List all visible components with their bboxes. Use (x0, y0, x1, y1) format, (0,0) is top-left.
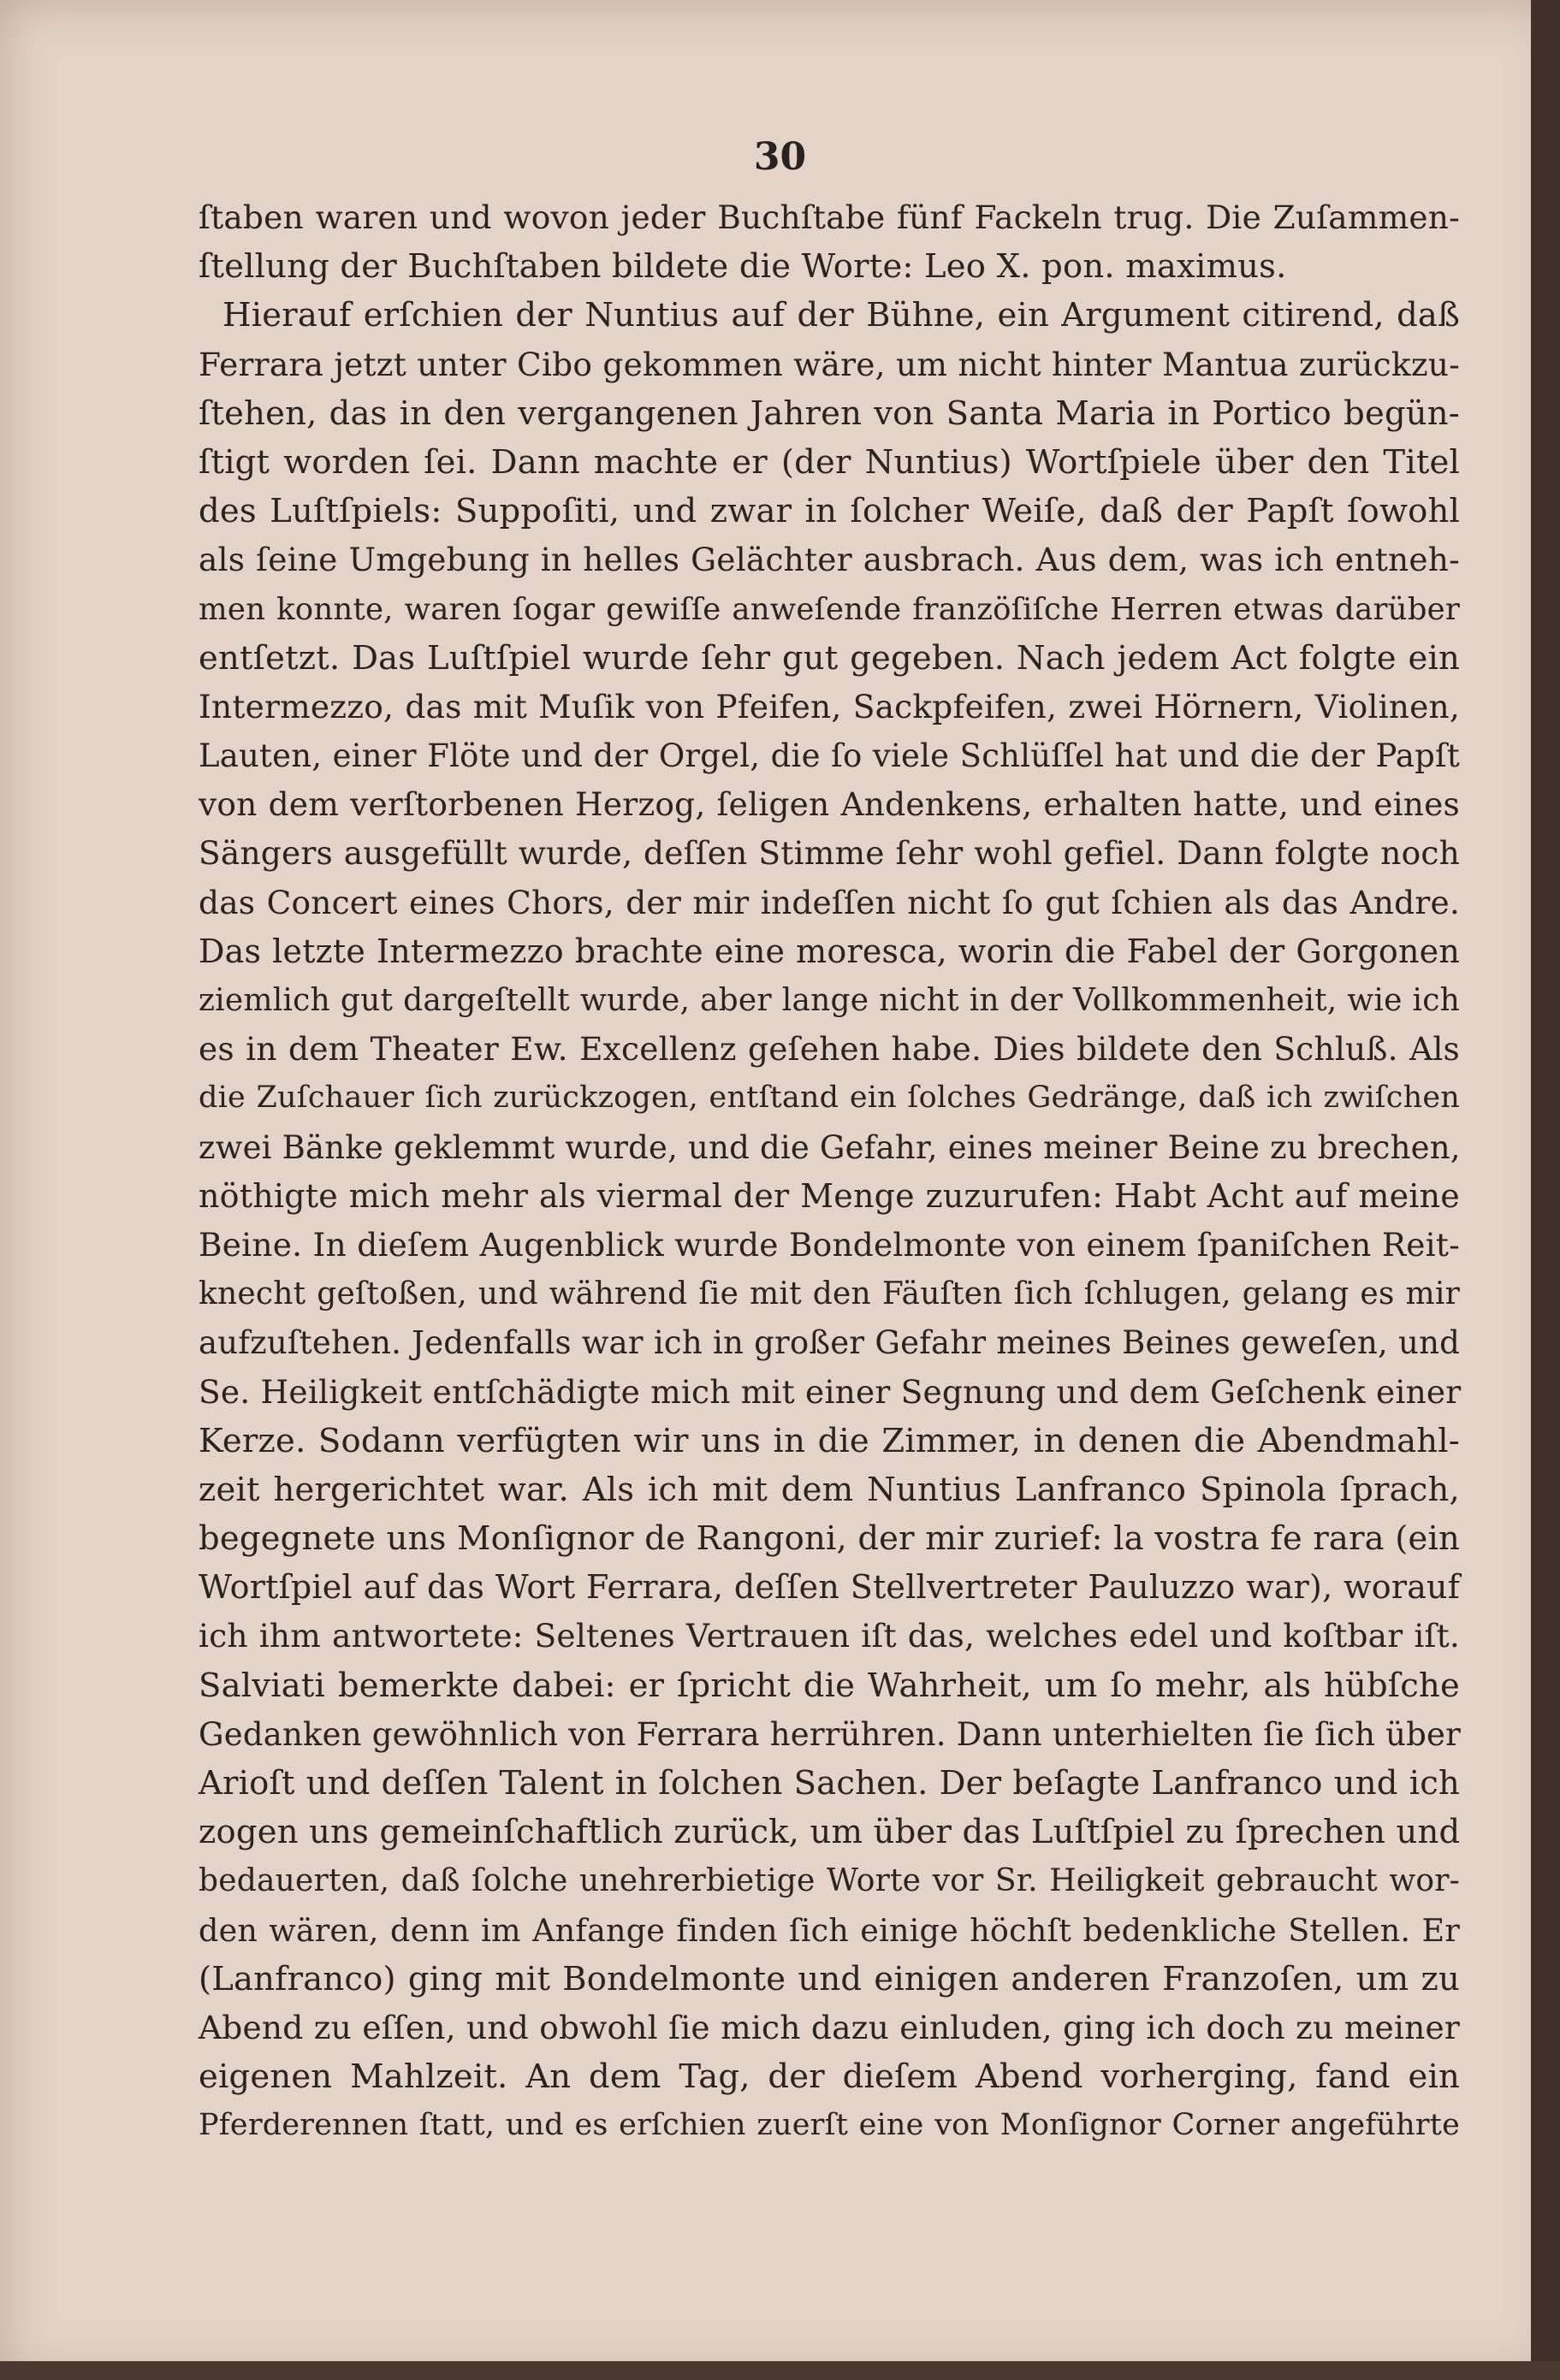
text-line: Beine. In dieſem Augenblick wurde Bondelmonte von einem ſpaniſchen Reit- (199, 1225, 1460, 1264)
text-line: begegnete uns Monſignor de Rangoni, der mir zurief: la vostra fe rara (ein (199, 1519, 1460, 1559)
text-line: Hierauf erſchien der Nuntius auf der Bühne, ein Argument citirend, daß (222, 296, 1460, 335)
text-line: Wortſpiel auf das Wort Ferrara, deſſen Stellvertreter Pauluzzo war), worauf (199, 1568, 1460, 1607)
text-line: entſetzt. Das Luſtſpiel wurde ſehr gut gegeben. Nach jedem Act folgte ein (199, 638, 1460, 678)
text-line: es in dem Theater Ew. Excellenz geſehen habe. Dies bildete den Schluß. Als (199, 1030, 1460, 1069)
text-line: Ferrara jetzt unter Cibo gekommen wäre, um nicht hinter Mantua zurückzu- (199, 345, 1460, 383)
body-text (199, 193, 1460, 2151)
text-line: nöthigte mich mehr als viermal der Menge zuzurufen: Habt Acht auf meine (199, 1176, 1460, 1215)
page-edge-bottom (0, 2361, 1560, 2380)
text-line: ich ihm antwortete: Seltenes Vertrauen iſt das, welches edel und koſtbar iſt. (199, 1617, 1460, 1655)
text-line: ſtellung der Buchſtaben bildete die Worte: Leo X. pon. maximus. (199, 247, 1287, 287)
text-line: von dem verſtorbenen Herzog, ſeligen Andenkens, erhalten hatte, und eines (199, 785, 1460, 824)
text-line: zeit hergerichtet war. Als ich mit dem Nuntius Lanfranco Spinola ſprach, (199, 1470, 1460, 1509)
text-line: aufzuſtehen. Jedenfalls war ich in großer Gefahr meines Beines geweſen, und (199, 1324, 1460, 1362)
text-line: Kerze. Sodann verfügten wir uns in die Zimmer, in denen die Abendmahl- (199, 1421, 1460, 1460)
text-line: zwei Bänke geklemmt wurde, und die Gefahr, eines meiner Beine zu brechen, (199, 1128, 1461, 1166)
text-line: Gedanken gewöhnlich von Ferrara herrühren. Dann unterhielten ſie ſich über (199, 1715, 1461, 1753)
text-line: Salviati bemerkte dabei: er ſpricht die Wahrheit, um ſo mehr, als hübſche (199, 1666, 1460, 1705)
text-line: den wären, denn im Anfange finden ſich einige höchſt bedenkliche Stellen. Er (199, 1911, 1460, 1949)
text-line: Arioſt und deſſen Talent in ſolchen Sachen. Der beſagte Lanfranco und ich (199, 1764, 1460, 1803)
text-line: Intermezzo, das mit Muſik von Pfeifen, Sackpfeifen, zwei Hörnern, Violinen, (199, 687, 1460, 725)
text-line: ſtaben waren und wovon jeder Buchſtabe fünf Fackeln trug. Die Zuſammen- (199, 198, 1460, 236)
text-line: Pferderennen ſtatt, und es erſchien zuerſt eine von Monſignor Corner angeführte (199, 2108, 1460, 2143)
text-line: knecht geſtoßen, und während ſie mit den Fäuſten ſich ſchlugen, gelang es mir (199, 1276, 1460, 1312)
page-edge-right (1531, 0, 1560, 2380)
text-line: ſtehen, das in den vergangenen Jahren von Santa Maria in Portico begün- (199, 394, 1460, 433)
text-line: des Luſtſpiels: Suppoſiti, und zwar in ſolcher Weiſe, daß der Papſt ſowohl (199, 492, 1460, 531)
text-line: men konnte, waren ſogar gewiſſe anweſende franzöſiſche Herren etwas darüber (199, 591, 1460, 627)
text-line: Das letzte Intermezzo brachte eine moresca, worin die Fabel der Gorgonen (199, 932, 1460, 970)
text-line: Lauten, einer Flöte und der Orgel, die ſo viele Schlüſſel hat und die der Papſt (199, 737, 1460, 775)
text-line: Sängers ausgefüllt wurde, deſſen Stimme ſehr wohl gefiel. Dann folgte noch (199, 834, 1460, 873)
text-line: die Zuſchauer ſich zurückzogen, entſtand ein ſolches Gedränge, daß ich zwiſchen (199, 1080, 1460, 1116)
text-line: ziemlich gut dargeſtellt wurde, aber lange nicht in der Vollkommenheit, wie ich (199, 983, 1460, 1018)
page-number: 30 (753, 135, 807, 179)
text-line: Se. Heiligkeit entſchädigte mich mit einer Segnung und dem Geſchenk einer (199, 1372, 1462, 1411)
text-line: (Lanfranco) ging mit Bondelmonte und einigen anderen Franzoſen, um zu (199, 1959, 1460, 1998)
text-line: bedauerten, daß ſolche unehrerbietige Worte vor Sr. Heiligkeit gebraucht wor- (199, 1863, 1460, 1899)
text-line: zogen uns gemeinſchaftlich zurück, um über das Luſtſpiel zu ſprechen und (199, 1813, 1461, 1852)
text-line: eigenen Mahlzeit. An dem Tag, der dieſem Abend vorherging, fand ein (199, 2057, 1460, 2097)
text-line: Abend zu eſſen, und obwohl ſie mich dazu einluden, ging ich doch zu meiner (199, 2008, 1460, 2046)
text-line: das Concert eines Chors, der mir indeſſen nicht ſo gut ſchien als das Andre. (199, 883, 1460, 921)
text-line: ſtigt worden ſei. Dann machte er (der Nuntius) Wortſpiele über den Titel (199, 442, 1460, 482)
text-line: als ſeine Umgebung in helles Gelächter ausbrach. Aus dem, was ich entneh- (199, 541, 1460, 579)
